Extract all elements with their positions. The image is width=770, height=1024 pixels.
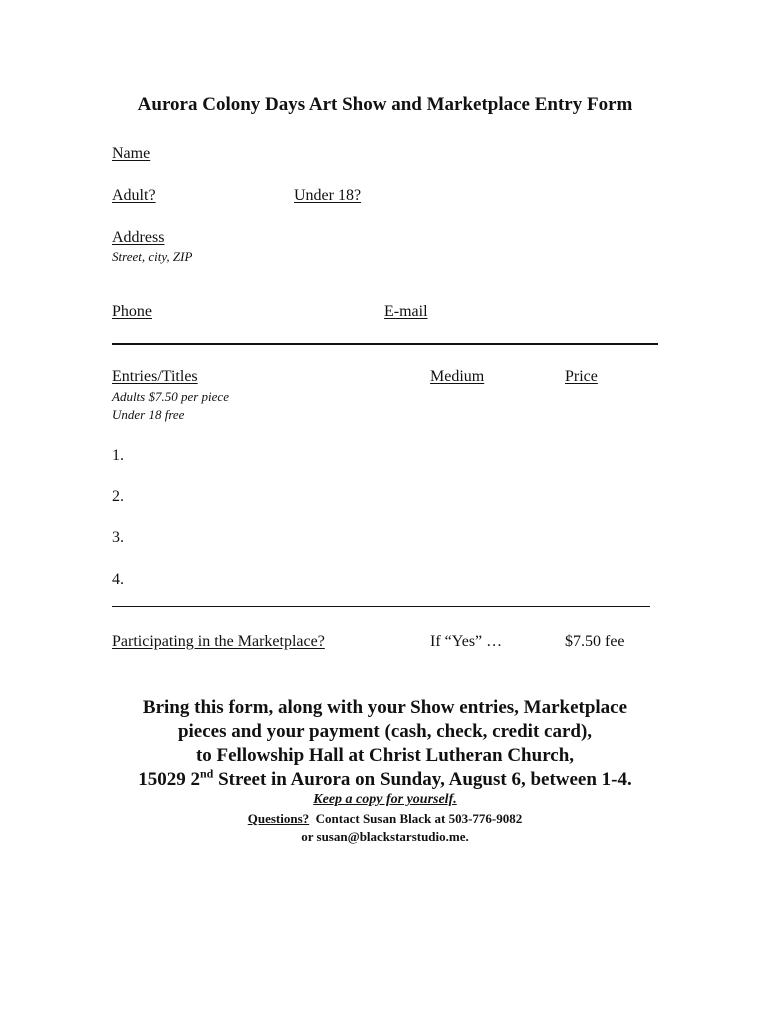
instructions-line-1: Bring this form, along with your Show entries, Marketplace <box>142 697 628 718</box>
entries-titles-header: Entries/Titles <box>112 368 198 385</box>
name-label: Name <box>112 145 151 162</box>
instructions-line-3: to Fellowship Hall at Christ Lutheran Church, <box>195 745 575 766</box>
under18-label: Under 18? <box>294 187 362 204</box>
questions-contact <box>0 811 770 827</box>
marketplace-question: Participating in the Marketplace? <box>112 633 325 650</box>
instructions-line-4 <box>0 768 770 792</box>
keep-copy-note: Keep a copy for yourself. <box>313 792 457 807</box>
section-divider <box>112 343 658 345</box>
entry-row-4: 4. <box>112 571 124 588</box>
contact-email: or susan@blackstarstudio.me. <box>301 829 469 844</box>
adult-label: Adult? <box>112 187 156 204</box>
contact-phone: Contact Susan Black at 503-776-9082 <box>309 811 523 826</box>
entries-divider <box>112 606 650 607</box>
address-hint: Street, city, ZIP <box>112 249 193 264</box>
fee-adult-note: Adults $7.50 per piece <box>112 389 229 404</box>
instructions-line-2: pieces and your payment (cash, check, credit card), <box>177 721 593 742</box>
entry-row-3: 3. <box>112 529 124 546</box>
address-label: Address <box>112 229 165 246</box>
price-header: Price <box>565 368 598 385</box>
medium-header: Medium <box>430 368 485 385</box>
email-label: E-mail <box>384 303 428 320</box>
marketplace-if-yes: If “Yes” … <box>430 633 503 650</box>
ordinal-suffix: nd <box>199 766 214 781</box>
marketplace-fee: $7.50 fee <box>565 633 625 650</box>
fee-under18-note: Under 18 free <box>112 407 185 422</box>
entry-row-1: 1. <box>112 447 124 464</box>
entry-row-2: 2. <box>112 488 124 505</box>
address-street-number: 15029 2 <box>138 769 200 790</box>
form-title: Aurora Colony Days Art Show and Marketplace Entry Form <box>137 94 633 115</box>
phone-label: Phone <box>112 303 152 320</box>
questions-label: Questions? <box>247 811 310 826</box>
event-details: Street in Aurora on Sunday, August 6, between 1-4. <box>213 769 632 790</box>
